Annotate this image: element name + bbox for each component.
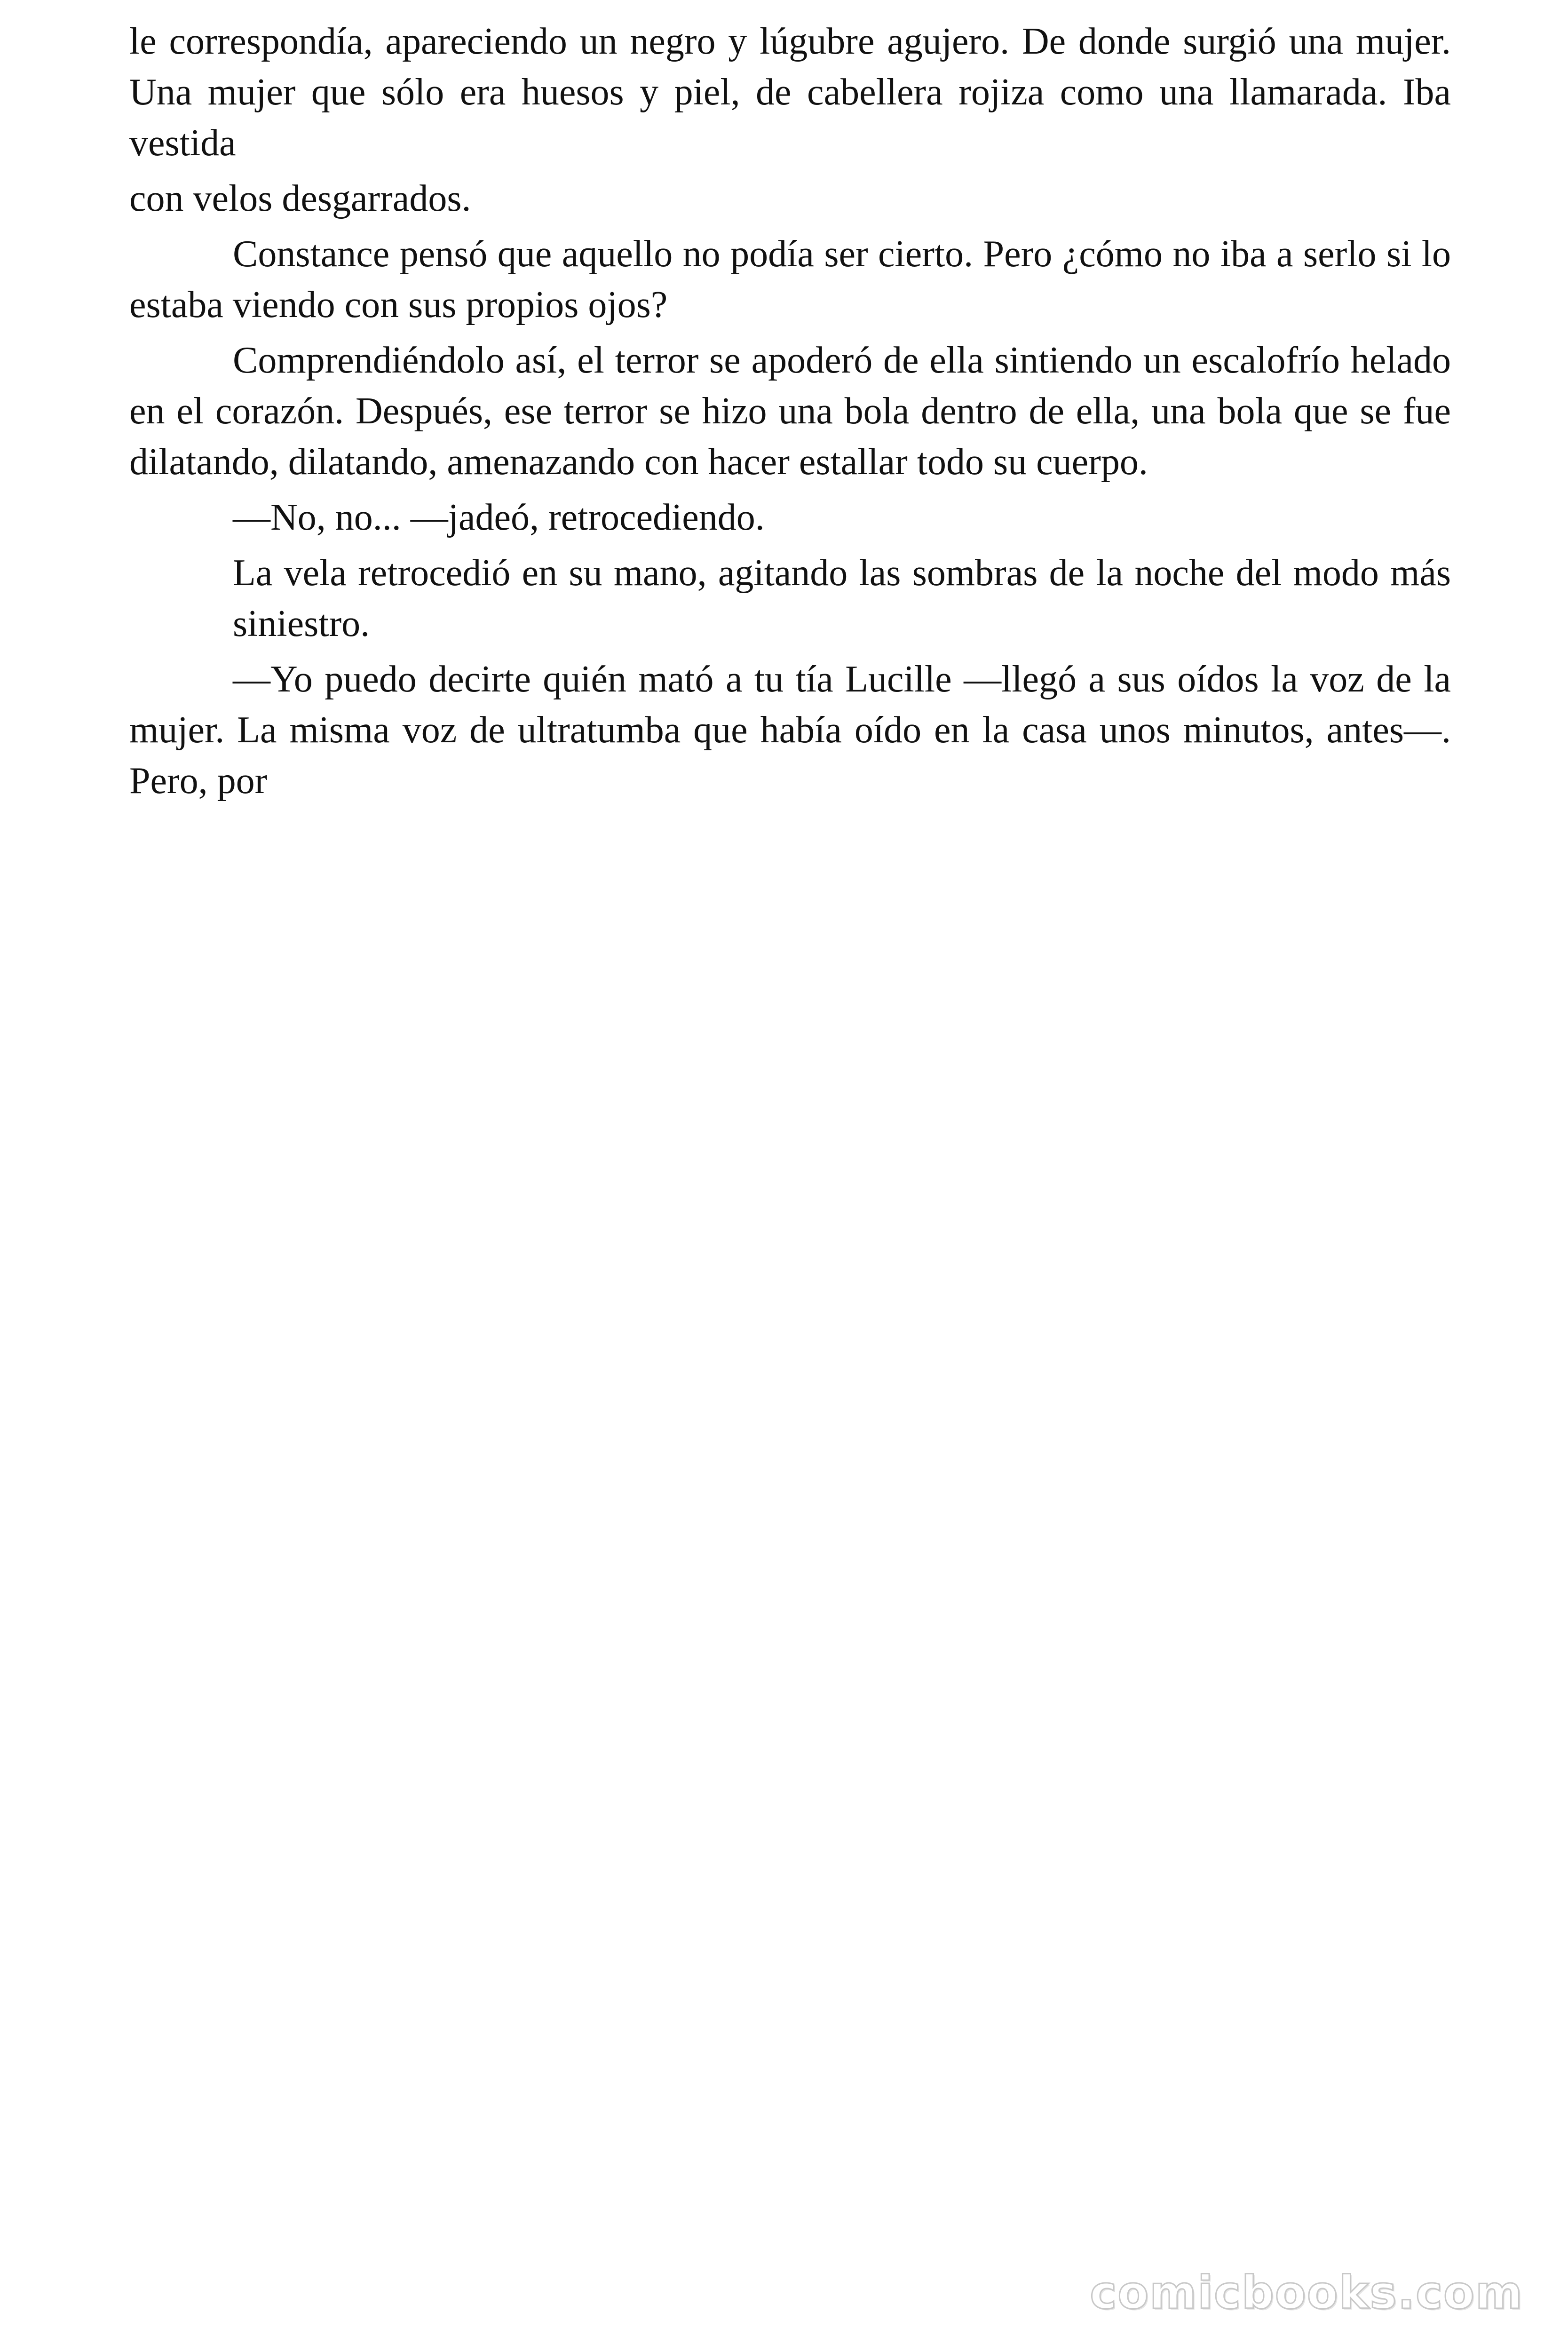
paragraph-4: Comprendiéndolo así, el terror se apoderó de ella sintiendo un escalofrío helado en el corazón. Después, ese terror se hizo una bola dentro de ella, una bola que se fue dilatando, dilatando, amenazando con hacer estallar todo su cuerpo. (129, 340, 1451, 483)
document-body (129, 16, 1451, 811)
paragraph-5: —No, no... —jadeó, retrocediendo. (233, 497, 765, 538)
paragraph-7: —Yo puedo decirte quién mató a tu tía Lucille —llegó a sus oídos la voz de la mujer. La misma voz de ultratumba que había oído en la casa unos minutos, antes—. Pero, por (129, 659, 1451, 802)
paragraph-6: La vela retrocedió en su mano, agitando las sombras de la noche del modo más siniestro. (233, 552, 1451, 644)
paragraph-3: Constance pensó que aquello no podía ser cierto. Pero ¿cómo no iba a serlo si lo estaba viendo con sus propios ojos? (129, 233, 1451, 326)
watermark-logo: comicbooks.com (1090, 2266, 1523, 2319)
paragraph-2: con velos desgarrados. (129, 178, 471, 219)
paragraph-1: le correspondía, apareciendo un negro y lúgubre agujero. De donde surgió una mujer. Una mujer que sólo era huesos y piel, de cabellera rojiza como una llamarada. Iba vestida (129, 21, 1451, 164)
